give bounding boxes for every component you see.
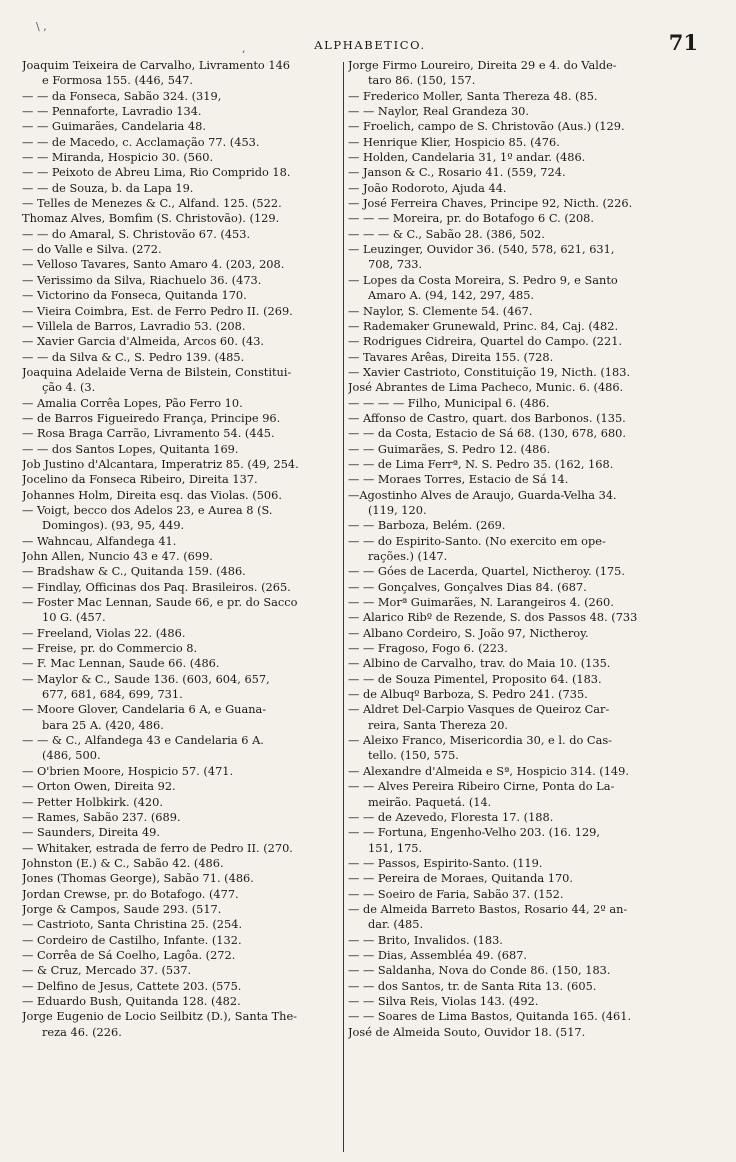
directory-entry-line: Domingos). (93, 95, 449. — [42, 518, 185, 533]
directory-entry-line: — — Fortuna, Engenho-Velho 203. (16. 129, — [348, 825, 600, 840]
directory-entry-line: — — Silva Reis, Violas 143. (492. — [348, 993, 539, 1008]
directory-entry-line: — F. Mac Lennan, Saude 66. (486. — [22, 656, 220, 671]
directory-entry-line: — Petter Holbkirk. (420. — [22, 794, 163, 809]
directory-entry-line: Joaquim Teixeira de Carvalho, Livramento 146 — [22, 58, 291, 72]
directory-entry-line: — Rodrigues Cidreira, Quartel do Campo. (221. — [348, 334, 623, 349]
left-column — [22, 58, 342, 1158]
directory-entry-line: — Albano Cordeiro, S. João 97, Nictheroy. — [348, 625, 589, 640]
directory-entry-line: — — — & C., Sabão 28. (386, 502. — [348, 226, 545, 241]
directory-entry-line: — Eduardo Bush, Quitanda 128. (482. — [22, 993, 241, 1008]
page-number: 71 — [668, 30, 698, 55]
directory-entry-line: bara 25 A. (420, 486. — [42, 717, 164, 732]
directory-entry-line: — Froelich, campo de S. Christovão (Aus.) (129. — [348, 119, 625, 134]
directory-entry-line: — — — Moreira, pr. do Botafogo 6 C. (208. — [348, 211, 595, 226]
directory-entry-line: — João Rodoroto, Ajuda 44. — [348, 180, 507, 195]
directory-entry-line: — — & C., Alfandega 43 e Candelaria 6 A. — [22, 733, 264, 748]
directory-entry-line: rações.) (147. — [368, 549, 448, 563]
directory-entry-line: — Findlay, Officinas dos Paq. Brasileiros. (265. — [22, 579, 291, 594]
directory-entry-line: — — Barboza, Belém. (269. — [348, 518, 506, 533]
directory-entry-line: taro 86. (150, 157. — [368, 73, 476, 88]
directory-entry-line: — Henrique Klier, Hospicio 85. (476. — [348, 134, 560, 149]
directory-entry-line: Jocelino da Fonseca Ribeiro, Direita 137. — [22, 472, 258, 487]
directory-entry-line: — Rames, Sabão 237. (689. — [22, 809, 181, 824]
directory-entry-line: — Alarico Ribº de Rezende, S. dos Passos 48. (733 — [348, 610, 638, 625]
directory-entry-line: John Allen, Nuncio 43 e 47. (699. — [22, 549, 213, 563]
directory-entry-line: — Vieira Coimbra, Est. de Ferro Pedro II. (269. — [22, 303, 293, 318]
directory-entry-line: — Xavier Garcia d'Almeida, Arcos 60. (43. — [22, 334, 265, 349]
directory-entry-line: — — Passos, Espirito-Santo. (119. — [348, 855, 543, 870]
directory-entry-line: — Maylor & C., Saude 136. (603, 604, 657, — [22, 671, 270, 686]
directory-entry-line: 708, 733. — [368, 257, 423, 272]
directory-entry-line: — — Soares de Lima Bastos, Quitanda 165. (461. — [348, 1009, 632, 1024]
directory-entry-line: — Aldret Del-Carpio Vasques de Queiroz Car- — [348, 702, 610, 717]
directory-entry-line: — Lopes da Costa Moreira, S. Pedro 9, e Santo — [348, 272, 618, 287]
directory-entry-line: — & Cruz, Mercado 37. (537. — [22, 963, 192, 978]
directory-entry-line: — — Naylor, Real Grandeza 30. — [348, 104, 530, 119]
directory-entry-line: Jones (Thomas George), Sabão 71. (486. — [22, 871, 254, 886]
directory-entry-line: — — Góes de Lacerda, Quartel, Nictheroy. (175. — [348, 564, 625, 579]
column-divider — [343, 62, 344, 1152]
directory-entry-line: — do Valle e Silva. (272. — [22, 242, 162, 257]
directory-entry-line: — O'brien Moore, Hospicio 57. (471. — [22, 763, 234, 778]
directory-entry-line: — Wahncau, Alfandega 41. — [22, 533, 177, 548]
directory-entry-line: (486, 500. — [42, 748, 101, 763]
directory-entry-line: — Leuzinger, Ouvidor 36. (540, 578, 621, 631, — [348, 242, 615, 257]
directory-entry-line: — — Brito, Invalidos. (183. — [348, 932, 503, 947]
directory-entry-line: — Villela de Barros, Lavradio 53. (208. — [22, 318, 246, 333]
directory-entry-line: — Orton Owen, Direita 92. — [22, 779, 176, 794]
directory-entry-line: — Rademaker Grunewald, Princ. 84, Caj. (482. — [348, 318, 619, 333]
directory-entry-line: — Telles de Menezes & C., Alfand. 125. (522. — [22, 196, 282, 211]
directory-entry-line: dar. (485. — [368, 917, 424, 932]
directory-entry-line: — — da Costa, Estacio de Sá 68. (130, 678, 680. — [348, 426, 627, 441]
directory-entry-line: — — da Fonseca, Sabão 324. (319, — [22, 88, 222, 103]
directory-entry-line: — de Albuqº Barboza, S. Pedro 241. (735. — [348, 687, 588, 702]
directory-entry-line: — Castrioto, Santa Christina 25. (254. — [22, 917, 243, 932]
directory-entry-line: tello. (150, 575. — [368, 748, 459, 763]
directory-entry-line: — de Almeida Barreto Bastos, Rosario 44, 2º an- — [348, 901, 628, 916]
page-title: ALPHABETICO. — [314, 38, 426, 52]
directory-entry-line: Job Justino d'Alcantara, Imperatriz 85. (49, 254. — [22, 456, 299, 471]
directory-entry-line: — Saunders, Direita 49. — [22, 825, 160, 840]
directory-entry-line: — Voigt, becco dos Adelos 23, e Aurea 8 (S. — [22, 502, 273, 517]
directory-entry-line: — — de Azevedo, Floresta 17. (188. — [348, 809, 554, 824]
directory-entry-line: — Holden, Candelaria 31, 1º andar. (486. — [348, 150, 586, 165]
directory-entry-line: reira, Santa Thereza 20. — [368, 717, 509, 732]
directory-entry-line: (119, 120. — [368, 502, 427, 517]
directory-entry-line: — — Pennaforte, Lavradio 134. — [22, 104, 202, 119]
directory-entry-line: Jordan Crewse, pr. do Botafogo. (477. — [22, 886, 239, 901]
directory-entry-line: 151, 175. — [368, 840, 423, 855]
directory-entry-line: reza 46. (226. — [42, 1024, 122, 1039]
directory-entry-line: — — Gonçalves, Gonçalves Dias 84. (687. — [348, 579, 587, 594]
directory-entry-line: José de Almeida Souto, Ouvidor 18. (517. — [348, 1024, 586, 1039]
directory-entry-line: — Freise, pr. do Commercio 8. — [22, 641, 198, 656]
directory-entry-line: — — Alves Pereira Ribeiro Cirne, Ponta do La- — [348, 779, 615, 794]
directory-entry-line: — Whitaker, estrada de ferro de Pedro II. (270. — [22, 840, 293, 855]
directory-entry-line: — Corrêa de Sá Coelho, Lagôa. (272. — [22, 947, 236, 962]
directory-entry-line: — Naylor, S. Clemente 54. (467. — [348, 303, 533, 318]
directory-entry-line: — — Guimarães, Candelaria 48. — [22, 119, 206, 134]
directory-entry-line: Jorge Eugenio de Locio Seilbitz (D.), Santa The- — [22, 1009, 297, 1024]
directory-entry-line: Jorge & Campos, Saude 293. (517. — [22, 901, 222, 916]
directory-entry-line: Johannes Holm, Direita esq. das Violas. (506. — [22, 487, 282, 502]
directory-entry-line: — Affonso de Castro, quart. dos Barbonos. (135. — [348, 410, 626, 425]
directory-entry-line: — Albino de Carvalho, trav. do Maia 10. (135. — [348, 656, 611, 671]
directory-entry-line: e Formosa 155. (446, 547. — [42, 73, 194, 88]
directory-entry-line: — Foster Mac Lennan, Saude 66, e pr. do Sacco — [22, 595, 298, 610]
directory-entry-line: — — Dias, Assembléa 49. (687. — [348, 947, 528, 962]
directory-entry-line: — — Morª Guimarães, N. Larangeiros 4. (260. — [348, 595, 614, 610]
directory-entry-line: — Alexandre d'Almeida e Sª, Hospicio 314. (149. — [348, 763, 629, 778]
directory-entry-line: Joaquina Adelaide Verna de Bilstein, Constitui- — [22, 364, 292, 379]
directory-entry-line: — — dos Santos, tr. de Santa Rita 13. (605. — [348, 978, 597, 993]
directory-entry-line: —Agostinho Alves de Araujo, Guarda-Velha 34. — [348, 487, 617, 502]
directory-entry-line: — Bradshaw & C., Quitanda 159. (486. — [22, 564, 246, 579]
directory-entry-line: — — Saldanha, Nova do Conde 86. (150, 183. — [348, 963, 611, 978]
directory-entry-line: — Amalia Corrêa Lopes, Pão Ferro 10. — [22, 395, 243, 410]
directory-entry-line: — — Miranda, Hospicio 30. (560. — [22, 150, 214, 165]
directory-entry-line: — José Ferreira Chaves, Principe 92, Nicth. (226. — [348, 196, 633, 211]
directory-entry-line: — — de Souza Pimentel, Proposito 64. (183. — [348, 671, 602, 686]
directory-entry-line: — Frederico Moller, Santa Thereza 48. (85. — [348, 88, 598, 103]
directory-entry-line: — — Moraes Torres, Estacio de Sá 14. — [348, 472, 569, 487]
directory-entry-line: — — de Lima Ferrª, N. S. Pedro 35. (162, 168. — [348, 456, 614, 471]
directory-entry-line: — Xavier Castrioto, Constituição 19, Nicth. (183. — [348, 364, 631, 379]
directory-entry-line: meirão. Paquetá. (14. — [368, 794, 492, 809]
directory-entry-line: — — — — Filho, Municipal 6. (486. — [348, 395, 550, 410]
directory-entry-line: Thomaz Alves, Bomfim (S. Christovão). (129. — [22, 211, 280, 226]
directory-entry-line: José Abrantes de Lima Pacheco, Munic. 6. (486. — [348, 380, 624, 395]
directory-entry-line: 677, 681, 684, 699, 731. — [42, 687, 183, 702]
directory-entry-line: — — Pereira de Moraes, Quitanda 170. — [348, 871, 573, 886]
right-column — [348, 58, 724, 1158]
directory-entry-line: — Rosa Braga Carrão, Livramento 54. (445. — [22, 426, 275, 441]
page-header — [30, 20, 710, 56]
directory-entry-line: — — de Souza, b. da Lapa 19. — [22, 180, 194, 195]
directory-entry-line: — — do Espirito-Santo. (No exercito em ope- — [348, 533, 606, 548]
directory-entry-line: — Verissimo da Silva, Riachuelo 36. (473. — [22, 272, 262, 287]
directory-entry-line: — — de Macedo, c. Acclamação 77. (453. — [22, 134, 260, 149]
corner-mark: , — [242, 42, 246, 55]
directory-entry-line: — Moore Glover, Candelaria 6 A, e Guana- — [22, 702, 267, 717]
directory-entry-line: — Victorino da Fonseca, Quitanda 170. — [22, 288, 247, 303]
directory-entry-line: — — Guimarães, S. Pedro 12. (486. — [348, 441, 551, 456]
directory-entry-line: — Tavares Arêas, Direita 155. (728. — [348, 349, 554, 364]
directory-entry-line: — — Soeiro de Faria, Sabão 37. (152. — [348, 886, 564, 901]
directory-entry-line: — de Barros Figueiredo França, Principe 96. — [22, 410, 281, 425]
directory-entry-line: — Freeland, Violas 22. (486. — [22, 625, 186, 640]
directory-entry-line: — Janson & C., Rosario 41. (559, 724. — [348, 165, 566, 180]
directory-entry-line: 10 G. (457. — [42, 610, 106, 625]
directory-entry-line: — — da Silva & C., S. Pedro 139. (485. — [22, 349, 245, 364]
directory-entry-line: — — dos Santos Lopes, Quitanta 169. — [22, 441, 239, 456]
directory-entry-line: — Velloso Tavares, Santo Amaro 4. (203, 208. — [22, 257, 285, 272]
directory-entry-line: Jorge Firmo Loureiro, Direita 29 e 4. do Valde- — [348, 58, 617, 72]
directory-entry-line: Johnston (E.) & C., Sabão 42. (486. — [22, 855, 224, 870]
directory-entry-line: — — Peixoto de Abreu Lima, Rio Comprido 18. — [22, 165, 291, 180]
directory-entry-line: — — Fragoso, Fogo 6. (223. — [348, 641, 508, 656]
directory-entry-line: — Delfino de Jesus, Cattete 203. (575. — [22, 978, 242, 993]
corner-mark: \ , — [36, 20, 47, 33]
directory-entry-line: — Cordeiro de Castilho, Infante. (132. — [22, 932, 242, 947]
directory-entry-line: Amaro A. (94, 142, 297, 485. — [368, 288, 535, 303]
directory-entry-line: — Aleixo Franco, Misericordia 30, e l. do Cas- — [348, 733, 612, 748]
directory-entry-line: ção 4. (3. — [42, 380, 96, 395]
directory-entry-line: — — do Amaral, S. Christovão 67. (453. — [22, 226, 251, 241]
